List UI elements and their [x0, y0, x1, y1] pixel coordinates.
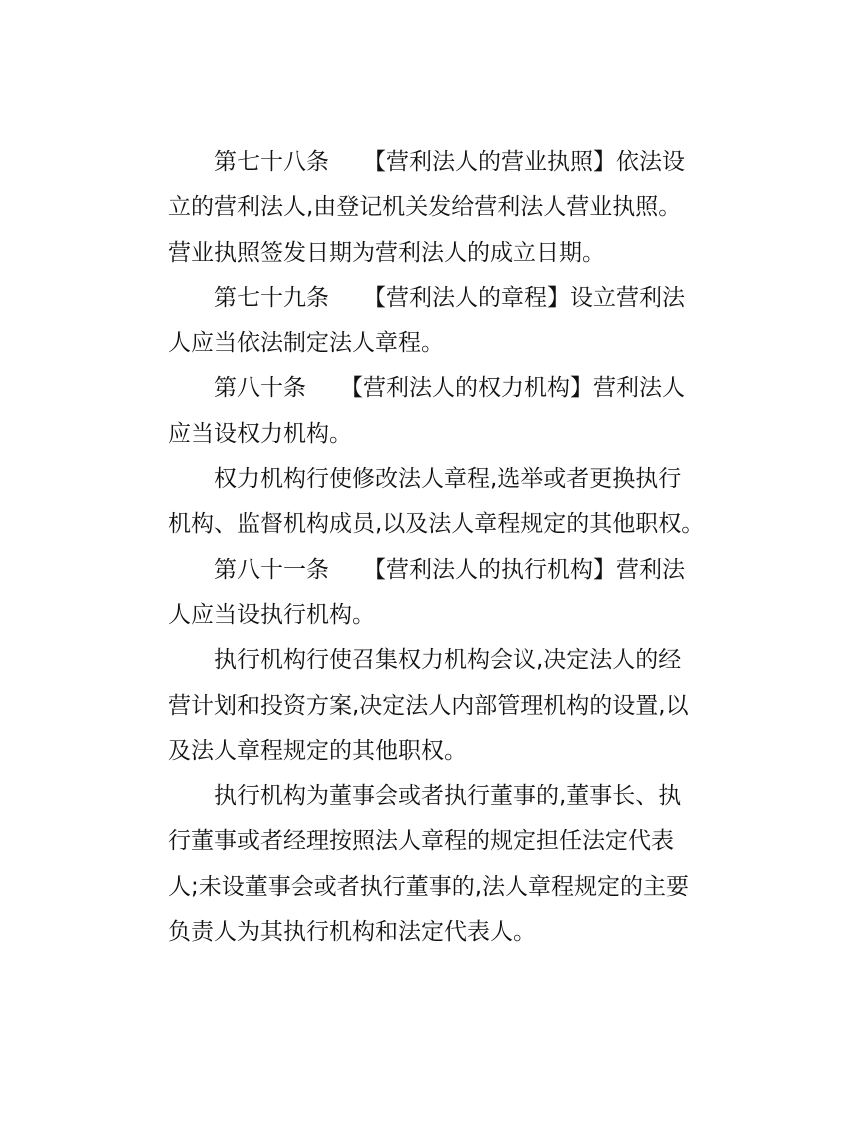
text-line: 行董事或者经理按照法人章程的规定担任法定代表 — [168, 828, 674, 855]
paragraph-start-line: 执行机构行使召集权力机构会议,决定法人的经 — [214, 647, 682, 674]
text-line: 人应当依法制定法人章程。 — [168, 330, 444, 357]
text-line: 人;未设董事会或者执行董事的,法人章程规定的主要 — [168, 873, 690, 900]
article-text: 【营利法人的营业执照】依法设 — [363, 149, 685, 175]
article-text: 【营利法人的章程】设立营利法 — [363, 284, 685, 311]
article-78-heading-line — [168, 140, 728, 185]
article-79-heading-line — [168, 276, 728, 321]
text-line: 营业执照签发日期为营利法人的成立日期。 — [168, 239, 605, 266]
text-line: 立的营利法人,由登记机关发给营利法人营业执照。 — [168, 194, 682, 221]
article-80-heading-line — [168, 366, 728, 411]
document-body — [168, 140, 728, 955]
text-line: 及法人章程规定的其他职权。 — [168, 737, 467, 764]
text-line: 机构、监督机构成员,以及法人章程规定的其他职权。 — [168, 511, 705, 538]
article-number: 第七十八条 — [214, 149, 329, 175]
article-number: 第八十条 — [214, 375, 306, 402]
text-line: 营计划和投资方案,决定法人内部管理机构的设置,以 — [168, 692, 689, 719]
paragraph-start-line: 权力机构行使修改法人章程,选举或者更换执行 — [214, 466, 682, 493]
text-line: 人应当设执行机构。 — [168, 601, 375, 628]
article-81-heading-line — [168, 548, 728, 593]
article-text: 【营利法人的执行机构】营利法 — [363, 556, 685, 583]
paragraph-start-line: 执行机构为董事会或者执行董事的,董事长、执 — [214, 783, 682, 810]
article-number: 第七十九条 — [214, 284, 329, 311]
text-line: 负责人为其执行机构和法定代表人。 — [168, 919, 536, 946]
text-line: 应当设权力机构。 — [168, 420, 352, 447]
article-text: 【营利法人的权力机构】营利法人 — [340, 375, 685, 402]
article-number: 第八十一条 — [214, 556, 329, 583]
